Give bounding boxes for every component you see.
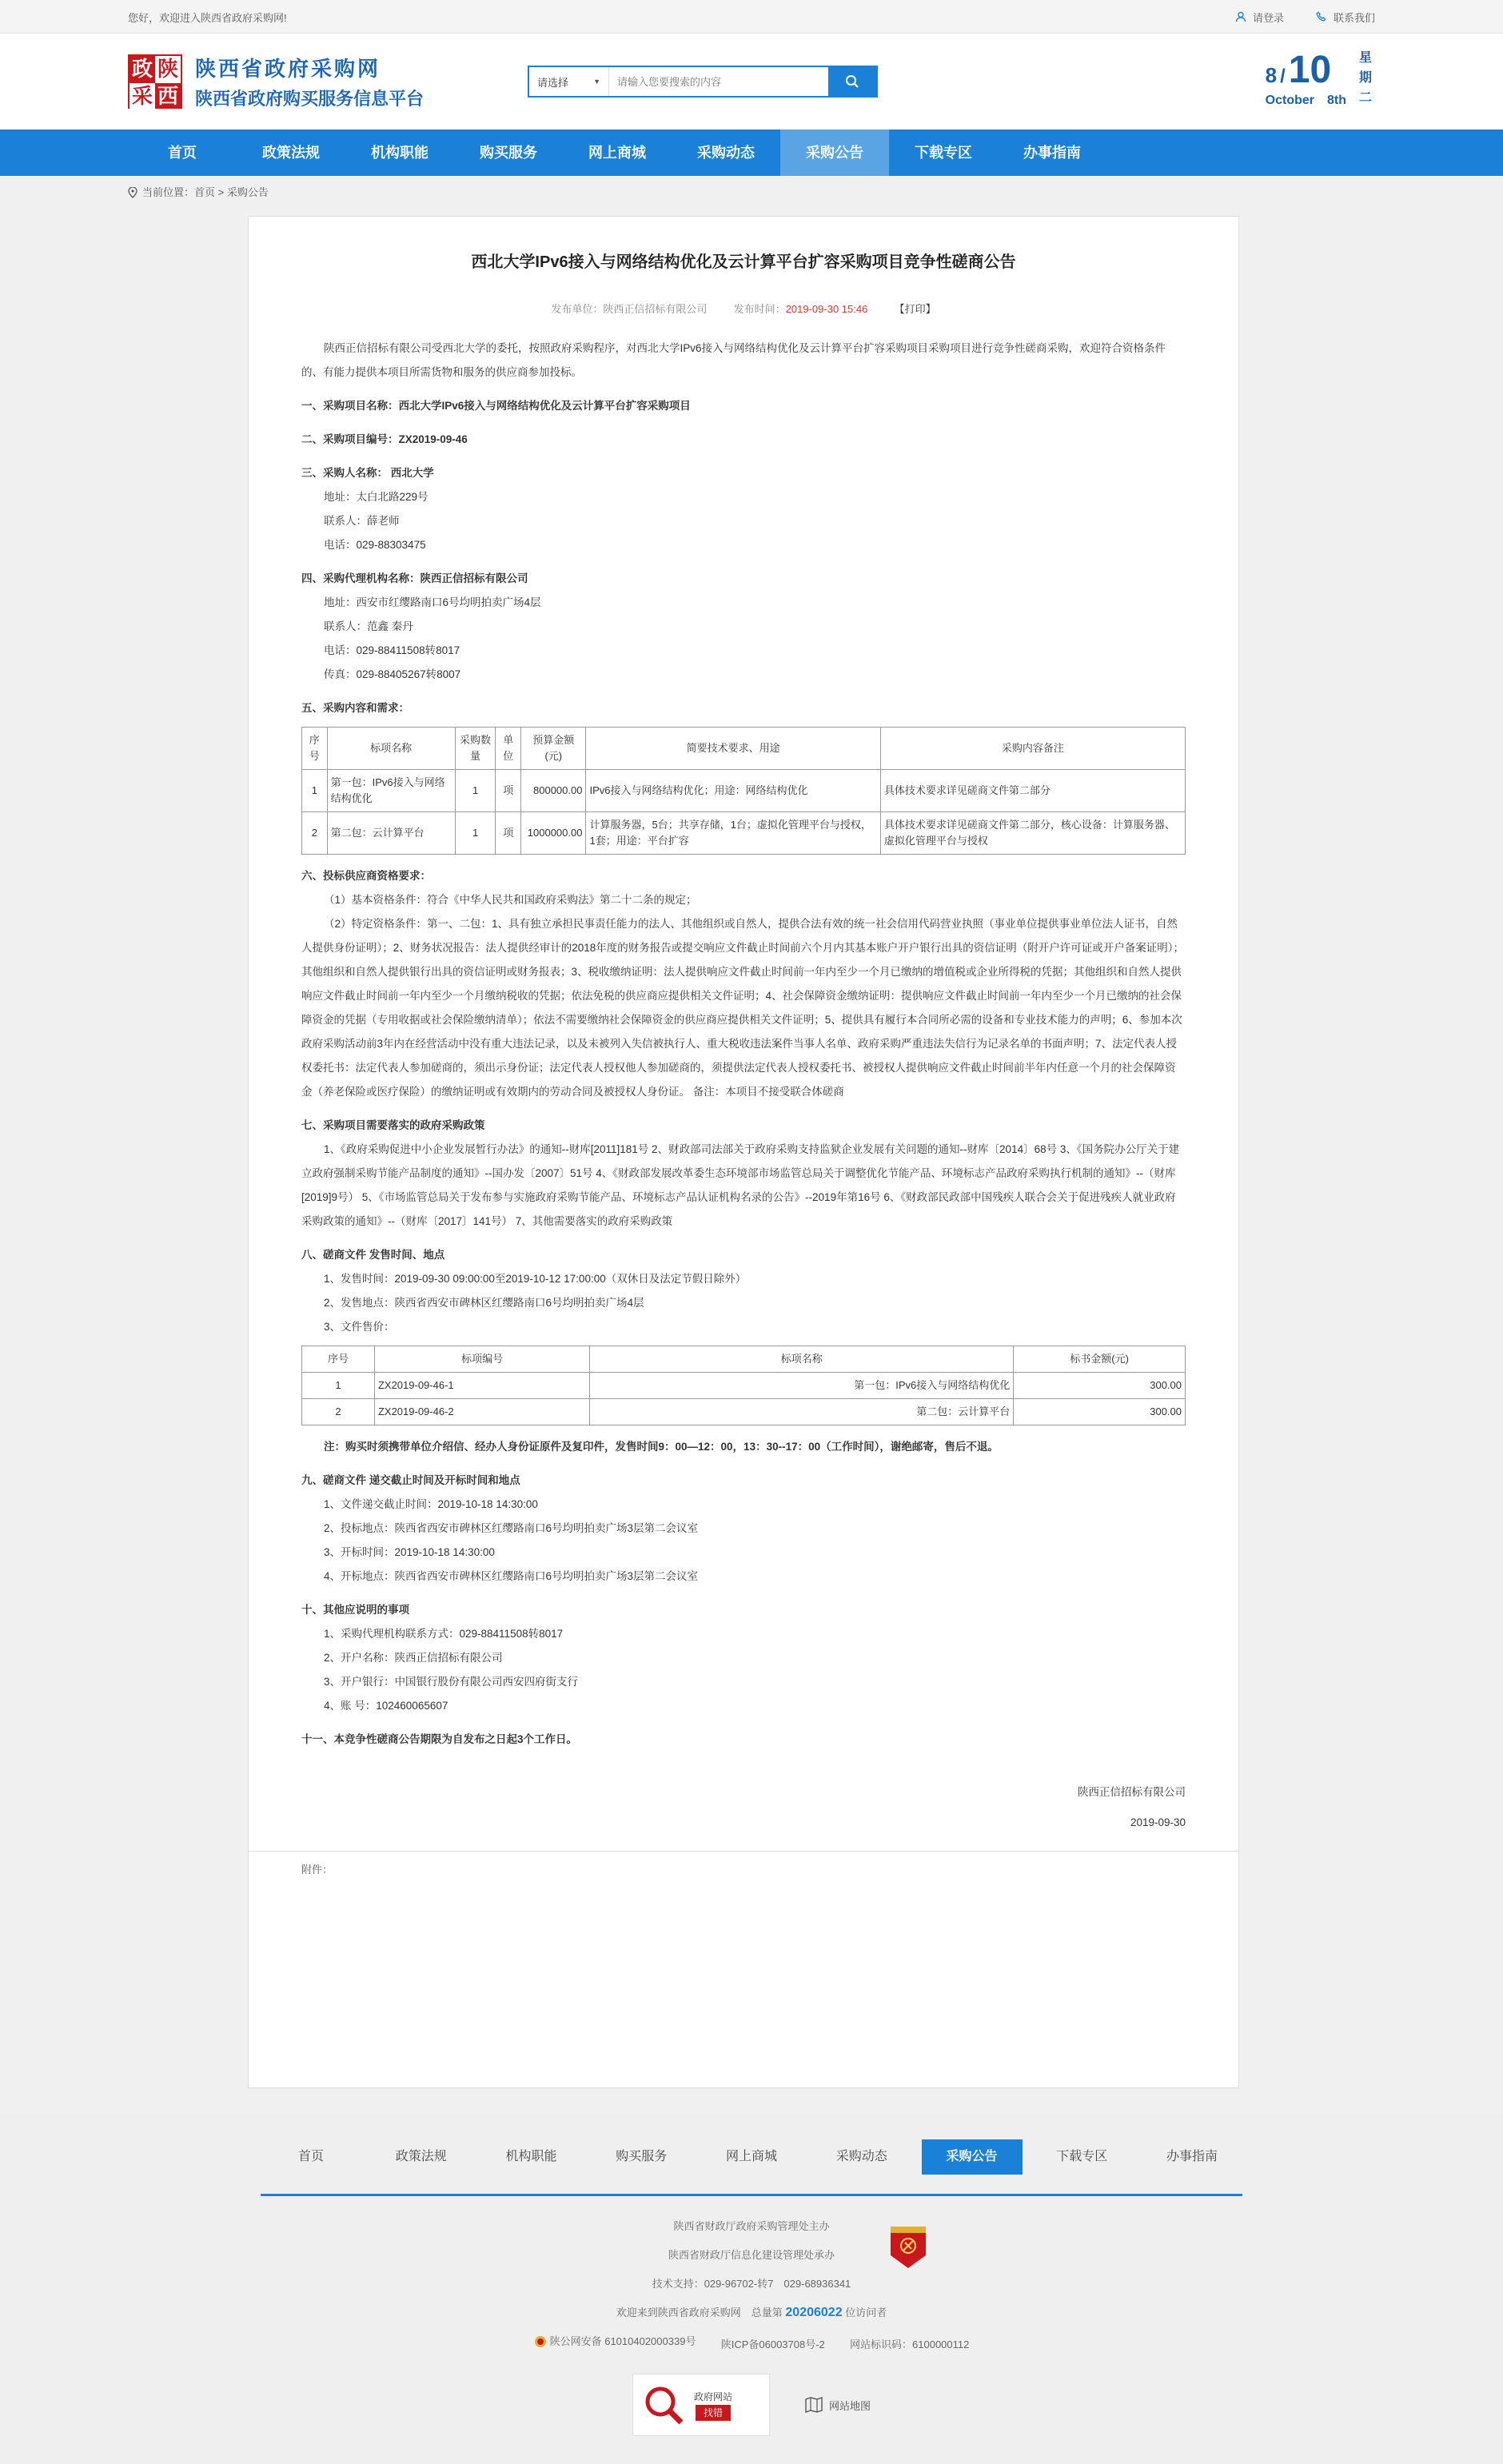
site-code: 网站标识码：6100000112 <box>850 2338 970 2350</box>
breadcrumb-label: 当前位置： <box>142 186 195 198</box>
purchaser-phone: 电话：029-88303475 <box>324 539 426 551</box>
qualification-basic: （1）基本资格条件：符合《中华人民共和国政府采购法》第二十二条的规定； <box>324 894 697 906</box>
table-cell: ZX2019-09-46-2 <box>374 1399 589 1425</box>
agency-contact-info: 1、采购代理机构联系方式：029-88411508转8017 <box>324 1628 564 1640</box>
footer-nav-item[interactable]: 网上商城 <box>725 2150 777 2163</box>
login-link[interactable] <box>1235 10 1284 25</box>
table-header-cell: 单位 <box>496 728 521 770</box>
publish-time: 2019-09-30 15:46 <box>785 303 868 315</box>
publisher: 陕西正信招标有限公司 <box>603 303 708 315</box>
top-links <box>1235 10 1375 25</box>
agency-address: 地址：西安市红缨路南口6号均明拍卖广场4层 <box>324 596 541 608</box>
nav-item[interactable]: 采购公告 <box>780 130 889 176</box>
err-line1: 政府网站 <box>693 2391 732 2402</box>
account-number: 4、账 号：102460065607 <box>324 1700 449 1712</box>
footer-welcome: 欢迎来到陕西省政府采购网 总量第 <box>616 2307 783 2318</box>
top-strip <box>0 0 1503 34</box>
table-cell: 2 <box>302 1399 375 1425</box>
table-header-cell: 标项名称 <box>327 728 455 770</box>
sitemap-link[interactable] <box>805 2397 871 2413</box>
table-header-cell: 标项名称 <box>590 1346 1014 1373</box>
account-bank: 3、开户银行：中国银行股份有限公司西安四府街支行 <box>324 1676 579 1688</box>
table-header-cell: 预算金额(元) <box>521 728 586 770</box>
logo-char: 政 <box>131 58 153 82</box>
table-cell: 第一包：IPv6接入与网络结构优化 <box>327 770 455 812</box>
contact-label: 联系我们 <box>1333 11 1375 24</box>
section-heading: 十一、本竞争性磋商公告期限为自发布之日起3个工作日。 <box>301 1733 578 1745</box>
table-cell: 1 <box>302 770 328 812</box>
table-cell: 项 <box>496 812 521 855</box>
table-cell: 800000.00 <box>521 770 586 812</box>
footer-maker: 陕西省财政厅信息化建设管理处承办 <box>668 2249 835 2261</box>
phone-icon <box>1316 11 1327 22</box>
gov-site-error-report[interactable] <box>632 2374 770 2436</box>
nav-item[interactable]: 首页 <box>168 145 197 161</box>
footer-nav-item[interactable]: 采购公告 <box>922 2139 1023 2175</box>
site-footer <box>0 2114 1503 2464</box>
table-header-cell: 标项编号 <box>374 1346 589 1373</box>
article-title: 西北大学IPv6接入与网络结构优化及云计算平台扩容采购项目竞争性磋商公告 <box>471 253 1016 271</box>
weekday: 星期二 <box>1359 51 1373 105</box>
footer-info <box>0 2212 1503 2359</box>
section-heading: 二、采购项目编号：ZX2019-09-46 <box>301 433 468 445</box>
footer-nav-item[interactable]: 机构职能 <box>505 2150 557 2163</box>
footer-nav-item[interactable]: 首页 <box>297 2150 324 2163</box>
bid-location: 2、投标地点：陕西省西安市碑林区红缨路南口6号均明拍卖广场3层第二会议室 <box>324 1522 699 1534</box>
table-cell: 1 <box>455 770 496 812</box>
nav-item[interactable]: 政策法规 <box>262 145 320 161</box>
opening-time: 3、开标时间：2019-10-18 14:30:00 <box>324 1546 495 1558</box>
date-day-en: 8th <box>1327 94 1346 107</box>
section-heading: 七、采购项目需要落实的政府采购政策 <box>301 1119 485 1131</box>
footer-host: 陕西省财政厅政府采购管理处主办 <box>673 2220 830 2232</box>
sale-time: 1、发售时间：2019-09-30 09:00:00至2019-10-12 17:00:00（双休日及法定节假日除外） <box>324 1273 747 1285</box>
footer-visits <box>0 2299 1503 2327</box>
purchaser-contact: 联系人：薛老师 <box>324 515 400 527</box>
section-heading: 四、采购代理机构名称：陕西正信招标有限公司 <box>301 572 528 584</box>
site-header <box>0 34 1503 130</box>
policy-paragraph: 1、《政府采购促进中小企业发展暂行办法》的通知--财库[2011]181号 2、财政部司法部关于政府采购支持监狱企业发展有关问题的通知--财库〔2014〕68号 3、《国务院办公厅关于建立政府强制采购节能产品制度的通知》--国办发〔2007〕51号 4、《财政部发展改革委生态环境部市场监管总局关于调整优化节能产品、环境标志产品政府采购执行机制的通知》--（财库[2019]9号） 5、《市场监管总局关于发布参与实施政府采购节能产品、环境标志产品认证机构名录的公告》--2019年第16号 6、《财政部民政部中国残疾人联合会关于促进残疾人就业政府采购政策的通知》--（财库〔2017〕141号） 7、其他需要落实的政府采购政策 <box>301 1143 1180 1227</box>
table-cell: IPv6接入与网络结构优化；用途：网络结构优化 <box>586 770 880 812</box>
article-panel <box>248 216 1239 2088</box>
breadcrumb-sep: > <box>215 186 227 198</box>
table-cell: 1000000.00 <box>521 812 586 855</box>
article-body <box>249 337 1238 1835</box>
purchaser-address: 地址：太白北路229号 <box>324 491 429 503</box>
nav-item[interactable]: 网上商城 <box>588 145 646 161</box>
table-row <box>302 1373 1186 1399</box>
agency-phone: 电话：029-88411508转8017 <box>324 644 460 656</box>
search-icon <box>845 74 859 89</box>
signature-org: 陕西正信招标有限公司 <box>1078 1786 1186 1798</box>
breadcrumb <box>0 176 1503 209</box>
nav-item[interactable]: 办事指南 <box>1023 145 1081 161</box>
sale-location: 2、发售地点：陕西省西安市碑林区红缨路南口6号均明拍卖广场4层 <box>324 1297 644 1309</box>
attachment-label: 附件： <box>301 1864 333 1876</box>
agency-fax: 传真：029-88405267转8007 <box>324 668 461 680</box>
footer-bottom <box>0 2374 1503 2436</box>
sale-note: 注：购买时须携带单位介绍信、经办人身份证原件及复印件，发售时间9：00—12：00，13：30--17：00（工作时间），谢绝邮寄，售后不退。 <box>324 1441 999 1453</box>
table-cell: 具体技术要求详见磋商文件第二部分，核心设备：计算服务器、虚拟化管理平台与授权 <box>880 812 1185 855</box>
caret-down-icon: ▼ <box>593 78 601 86</box>
sale-price-label: 3、文件售价： <box>324 1321 395 1333</box>
deadline: 1、文件递交截止时间：2019-10-18 14:30:00 <box>324 1498 538 1510</box>
table-row <box>302 770 1186 812</box>
err-line2: 找错 <box>696 2405 731 2421</box>
table-cell: 具体技术要求详见磋商文件第二部分 <box>880 770 1185 812</box>
table-header-cell: 标书金额(元) <box>1014 1346 1186 1373</box>
footer-nav-item[interactable]: 下载专区 <box>1056 2150 1108 2163</box>
footer-nav-item[interactable]: 办事指南 <box>1166 2150 1218 2163</box>
site-name-line1: 陕西省政府采购网 <box>195 57 381 81</box>
table-cell: 第二包：云计算平台 <box>327 812 455 855</box>
logo-char: 采 <box>130 83 155 110</box>
footer-visitor: 位访问者 <box>845 2307 887 2318</box>
site-logo[interactable] <box>128 54 182 109</box>
table-cell: ZX2019-09-46-1 <box>374 1373 589 1399</box>
search-category-select[interactable] <box>529 67 609 96</box>
table-cell: 300.00 <box>1014 1399 1186 1425</box>
section-heading: 一、采购项目名称：西北大学IPv6接入与网络结构优化及云计算平台扩容采购项目 <box>301 400 691 412</box>
section-heading: 九、磋商文件 递交截止时间及开标时间和地点 <box>301 1474 520 1486</box>
section-heading: 五、采购内容和需求： <box>301 702 409 714</box>
login-label: 请登录 <box>1252 11 1284 24</box>
search-input[interactable] <box>609 67 828 96</box>
nav-item[interactable]: 购买服务 <box>480 145 537 161</box>
party-emblem-icon <box>887 2223 929 2271</box>
table-cell: 项 <box>496 770 521 812</box>
date-display <box>1266 48 1375 108</box>
signature-date: 2019-09-30 <box>1130 1816 1186 1828</box>
location-pin-icon <box>128 187 138 198</box>
date-slash: / <box>1280 66 1286 87</box>
main-nav <box>0 130 1503 176</box>
table-cell: 第一包：IPv6接入与网络结构优化 <box>590 1373 1014 1399</box>
opening-location: 4、开标地点：陕西省西安市碑林区红缨路南口6号均明拍卖广场3层第二会议室 <box>324 1570 699 1582</box>
contact-link[interactable] <box>1316 10 1375 25</box>
section-heading: 六、投标供应商资格要求： <box>301 870 431 882</box>
user-icon <box>1235 11 1246 22</box>
site-name-line2: 陕西省政府购买服务信息平台 <box>195 89 425 109</box>
sitemap-label: 网站地图 <box>828 2399 871 2412</box>
document-price-table <box>301 1346 1186 1425</box>
footer-nav-item[interactable]: 采购动态 <box>835 2150 887 2163</box>
visitor-count: 20206022 <box>785 2306 843 2319</box>
table-cell: 300.00 <box>1014 1373 1186 1399</box>
account-name: 2、开户名称：陕西正信招标有限公司 <box>324 1652 503 1664</box>
table-header-cell: 采购数量 <box>455 728 496 770</box>
nav-item[interactable]: 下载专区 <box>915 145 972 161</box>
intro-paragraph: 陕西正信招标有限公司受西北大学的委托，按照政府采购程序，对西北大学IPv6接入与网络结构优化及云计算平台扩容采购项目采购项目进行竞争性磋商采购，欢迎符合资格条件的、有能力提供本项目所需货物和服务的供应商参加投标。 <box>301 342 1166 378</box>
welcome-text: 您好，欢迎进入陕西省政府采购网! <box>128 11 287 24</box>
search-bar <box>528 66 878 98</box>
search-category-label: 请选择 <box>537 76 569 89</box>
section-heading: 十、其他应说明的事项 <box>301 1604 409 1616</box>
section-heading: 三、采购人名称： 西北大学 <box>301 467 434 479</box>
section-heading: 八、磋商文件 发售时间、地点 <box>301 1249 445 1261</box>
table-cell: 2 <box>302 812 328 855</box>
table-cell: 第二包：云计算平台 <box>590 1399 1014 1425</box>
table-header-cell: 序号 <box>302 1346 375 1373</box>
logo-char: 陕 <box>155 56 181 83</box>
date-month: 8 <box>1265 63 1278 87</box>
footer-records <box>0 2327 1503 2359</box>
attachment-row <box>249 1851 1238 1886</box>
agency-contact: 联系人：范鑫 秦丹 <box>324 620 413 632</box>
qualification-specific: （2）特定资格条件：第一、二包：1、具有独立承担民事责任能力的法人、其他组织或自然人，提供合法有效的统一社会信用代码营业执照（事业单位提供事业单位法人证书，自然人提供身份证明）；2、财务状况报告：法人提供经审计的2018年度的财务报告或提交响应文件截止时间前六个月内其基本账户开户银行出具的资信证明（附开户许可证或开户备案证明）；其他组织和自然人提供银行出具的资信证明或财务报表；3、税收缴纳证明：法人提供响应文件截止时间前一年内至少一个月已缴纳的增值税或企业所得税的凭据；其他组织和自然人提供响应文件截止时间前一年内至少一个月缴纳税收的凭据；依法免税的供应商应提供相关文件证明；4、社会保障资金缴纳证明：提供响应文件截止时间前一年内至少一个月已缴纳的社会保障资金的凭据（专用收据或社会保险缴纳清单）；依法不需要缴纳社会保障资金的供应商应提供相关文件证明；5、提供具有履行本合同所必需的设备和专业技术能力的声明；6、参加本次政府采购活动前3年内在经营活动中没有重大违法记录，以及未被列入失信被执行人、重大税收违法案件当事人名单、政府采购严重违法失信行为记录名单的书面声明；7、法定代表人授权委托书：法定代表人参加磋商的，须出示身份证；法定代表人授权他人参加磋商的，须提供法定代表人授权委托书、被授权人提供响应文件截止时间前半年内任意一个月的社会保障资金（养老保险或医疗保险）的缴纳证明或有效期内的劳动合同及被授权人身份证。 备注：本项目不接受联合体磋商 <box>301 918 1185 1098</box>
breadcrumb-current[interactable]: 采购公告 <box>226 186 269 198</box>
article-meta <box>249 301 1238 316</box>
table-header-cell: 简要技术要求、用途 <box>586 728 880 770</box>
footer-nav-item[interactable]: 购买服务 <box>616 2150 668 2163</box>
nav-item[interactable]: 机构职能 <box>371 145 429 161</box>
breadcrumb-home[interactable]: 首页 <box>194 186 216 198</box>
table-cell: 计算服务器，5台；共享存储，1台；虚拟化管理平台与授权，1套；用途：平台扩容 <box>586 812 880 855</box>
search-button[interactable] <box>828 67 876 96</box>
logo-char: 西 <box>157 85 178 109</box>
nav-item[interactable]: 采购动态 <box>697 145 755 161</box>
magnifier-icon <box>641 2382 686 2427</box>
police-record[interactable]: 陕公网安备 61010402000339号 <box>549 2335 696 2347</box>
police-badge-icon <box>534 2335 547 2348</box>
icp-record[interactable]: 陕ICP备06003708号-2 <box>720 2338 825 2350</box>
footer-nav <box>261 2139 1242 2196</box>
signature-block <box>301 1780 1186 1835</box>
table-row <box>302 1399 1186 1425</box>
publisher-label: 发布单位： <box>551 303 604 315</box>
procurement-table <box>301 727 1186 855</box>
table-cell: 1 <box>455 812 496 855</box>
footer-support: 技术支持：029-96702-转7 029-68936341 <box>652 2278 851 2290</box>
table-row <box>302 812 1186 855</box>
time-label: 发布时间： <box>733 303 786 315</box>
print-link[interactable]: 【打印】 <box>894 303 936 315</box>
footer-nav-item[interactable]: 政策法规 <box>395 2150 447 2163</box>
map-icon <box>805 2397 823 2413</box>
date-day: 10 <box>1288 49 1332 91</box>
table-cell: 1 <box>302 1373 375 1399</box>
table-header-cell: 采购内容备注 <box>880 728 1185 770</box>
table-header-cell: 序号 <box>302 728 328 770</box>
date-month-en: October <box>1265 94 1314 107</box>
site-name <box>195 53 424 110</box>
